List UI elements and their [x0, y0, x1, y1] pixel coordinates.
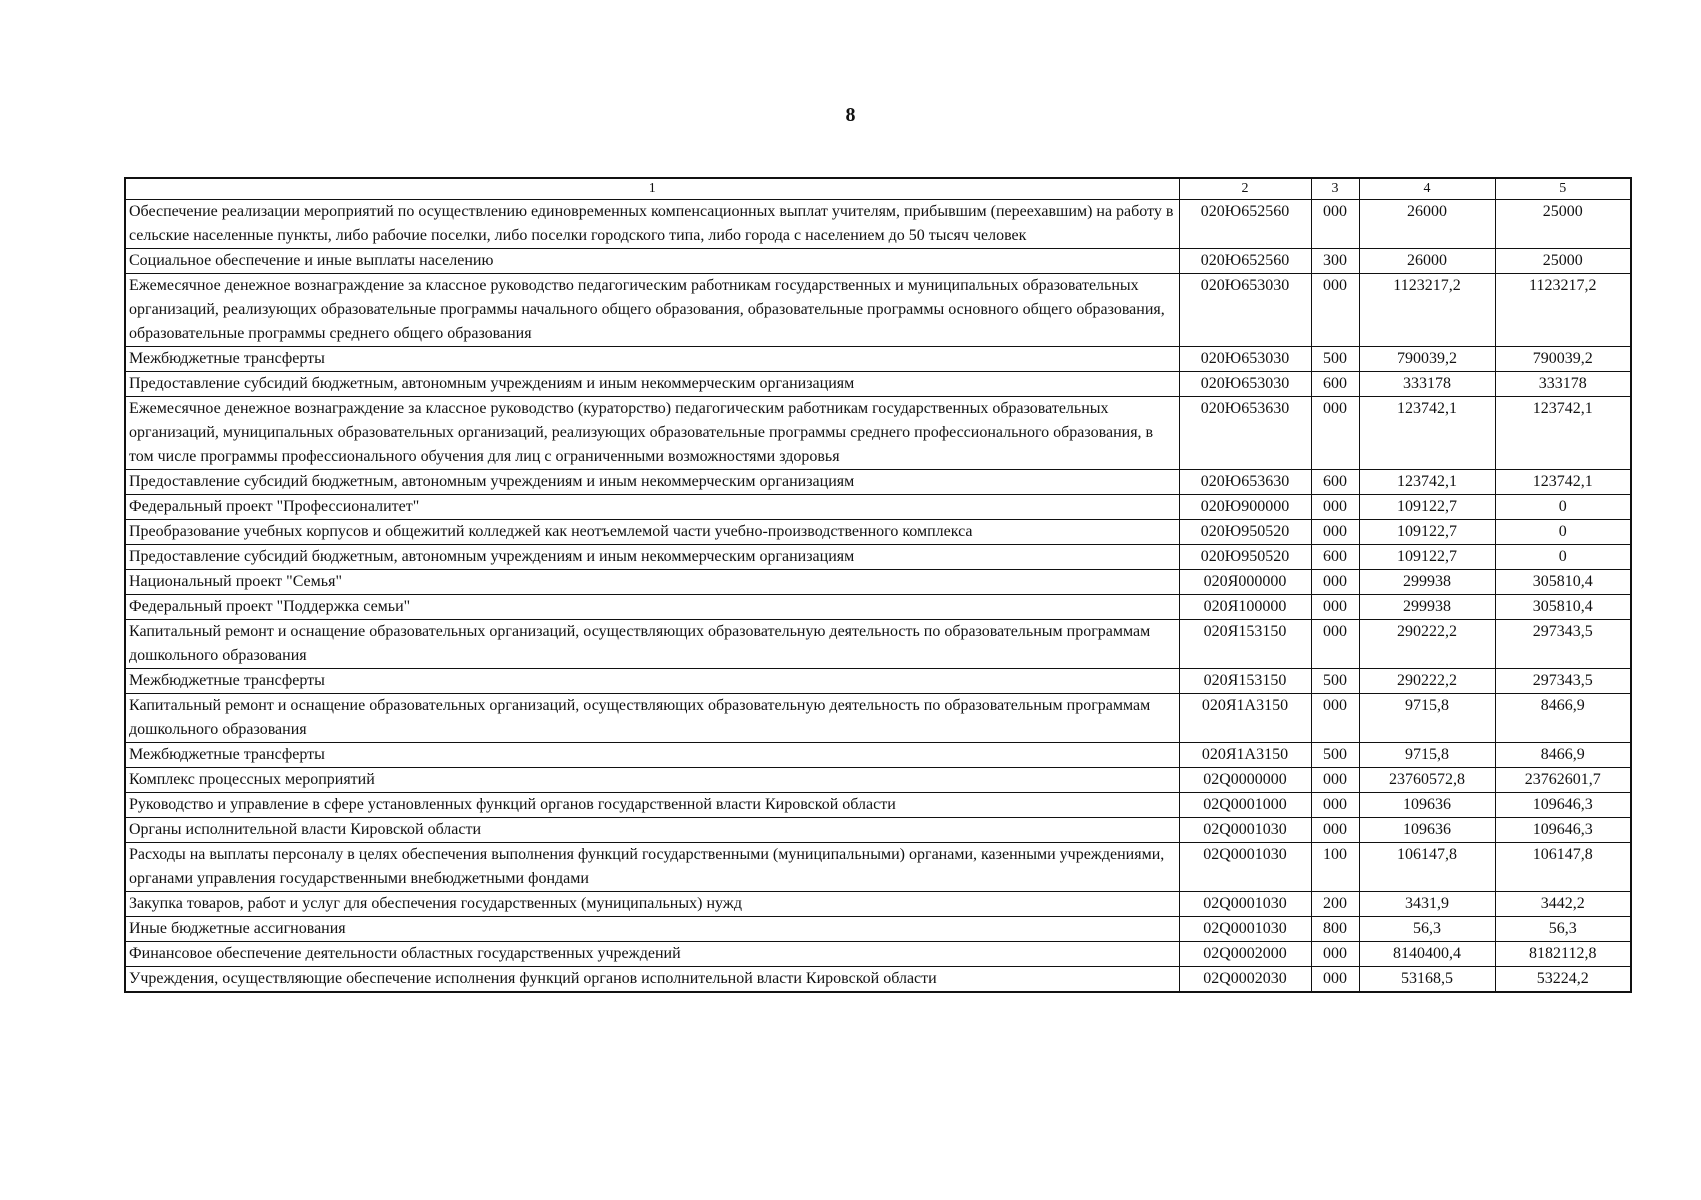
row-type-cell: 000 [1311, 818, 1359, 843]
row-code-cell: 02Q0000000 [1179, 768, 1311, 793]
row-code-cell: 020Ю652560 [1179, 200, 1311, 249]
row-value-col5: 123742,1 [1495, 470, 1631, 495]
table-row [125, 520, 1631, 545]
table-row [125, 495, 1631, 520]
row-type-cell: 500 [1311, 669, 1359, 694]
row-value-col5: 3442,2 [1495, 892, 1631, 917]
row-type-cell: 600 [1311, 470, 1359, 495]
row-name-cell: Предоставление субсидий бюджетным, автономным учреждениям и иным некоммерческим организациям [125, 372, 1179, 397]
row-value-col5: 8182112,8 [1495, 942, 1631, 967]
row-value-col4: 53168,5 [1359, 967, 1495, 993]
row-value-col4: 1123217,2 [1359, 274, 1495, 347]
row-value-col4: 299938 [1359, 570, 1495, 595]
row-value-col5: 305810,4 [1495, 595, 1631, 620]
table-row [125, 545, 1631, 570]
row-code-cell: 020Ю653030 [1179, 372, 1311, 397]
row-value-col4: 333178 [1359, 372, 1495, 397]
row-value-col4: 109122,7 [1359, 545, 1495, 570]
table-row [125, 595, 1631, 620]
table-row [125, 818, 1631, 843]
row-value-col5: 8466,9 [1495, 743, 1631, 768]
row-value-col5: 53224,2 [1495, 967, 1631, 993]
row-type-cell: 600 [1311, 372, 1359, 397]
row-value-col4: 23760572,8 [1359, 768, 1495, 793]
table-row [125, 669, 1631, 694]
table-row [125, 967, 1631, 993]
row-value-col4: 9715,8 [1359, 694, 1495, 743]
table-body [125, 200, 1631, 993]
row-value-col5: 25000 [1495, 249, 1631, 274]
row-name-cell: Предоставление субсидий бюджетным, автономным учреждениям и иным некоммерческим организациям [125, 545, 1179, 570]
row-code-cell: 020Я1А3150 [1179, 743, 1311, 768]
row-name-cell: Межбюджетные трансферты [125, 669, 1179, 694]
table-row [125, 200, 1631, 249]
row-code-cell: 020Ю950520 [1179, 545, 1311, 570]
table-row [125, 694, 1631, 743]
row-type-cell: 000 [1311, 620, 1359, 669]
header-col-3: 3 [1311, 178, 1359, 200]
row-code-cell: 020Я153150 [1179, 620, 1311, 669]
row-type-cell: 000 [1311, 274, 1359, 347]
row-value-col5: 0 [1495, 520, 1631, 545]
row-value-col5: 0 [1495, 545, 1631, 570]
row-code-cell: 020Ю653030 [1179, 274, 1311, 347]
row-value-col4: 26000 [1359, 200, 1495, 249]
row-type-cell: 100 [1311, 843, 1359, 892]
row-type-cell: 800 [1311, 917, 1359, 942]
row-value-col4: 299938 [1359, 595, 1495, 620]
row-code-cell: 020Я100000 [1179, 595, 1311, 620]
row-name-cell: Ежемесячное денежное вознаграждение за классное руководство (кураторство) педагогическим работникам государственных образовательных организаций, муниципальных образовательных организаций, реализующих образовательные программы среднего профессионального образования, в том числе программы профессионального обучения для лиц с ограниченными возможностями здоровья [125, 397, 1179, 470]
table-row [125, 917, 1631, 942]
row-value-col4: 123742,1 [1359, 397, 1495, 470]
table-row [125, 843, 1631, 892]
row-value-col4: 109122,7 [1359, 495, 1495, 520]
row-value-col4: 123742,1 [1359, 470, 1495, 495]
row-code-cell: 020Я153150 [1179, 669, 1311, 694]
budget-table [124, 177, 1632, 993]
row-value-col4: 290222,2 [1359, 669, 1495, 694]
row-value-col5: 123742,1 [1495, 397, 1631, 470]
row-name-cell: Иные бюджетные ассигнования [125, 917, 1179, 942]
row-name-cell: Федеральный проект "Поддержка семьи" [125, 595, 1179, 620]
row-name-cell: Финансовое обеспечение деятельности областных государственных учреждений [125, 942, 1179, 967]
row-value-col4: 8140400,4 [1359, 942, 1495, 967]
row-code-cell: 02Q0002000 [1179, 942, 1311, 967]
row-value-col5: 305810,4 [1495, 570, 1631, 595]
row-type-cell: 600 [1311, 545, 1359, 570]
row-code-cell: 02Q0001030 [1179, 843, 1311, 892]
row-value-col5: 297343,5 [1495, 620, 1631, 669]
row-name-cell: Межбюджетные трансферты [125, 347, 1179, 372]
row-name-cell: Преобразование учебных корпусов и общежитий колледжей как неотъемлемой части учебно-производственного комплекса [125, 520, 1179, 545]
row-value-col5: 8466,9 [1495, 694, 1631, 743]
row-name-cell: Капитальный ремонт и оснащение образовательных организаций, осуществляющих образовательную деятельность по образовательным программам дошкольного образования [125, 620, 1179, 669]
table-row [125, 793, 1631, 818]
row-value-col4: 56,3 [1359, 917, 1495, 942]
row-value-col4: 109636 [1359, 793, 1495, 818]
row-value-col4: 3431,9 [1359, 892, 1495, 917]
table-row [125, 768, 1631, 793]
row-value-col5: 790039,2 [1495, 347, 1631, 372]
row-value-col5: 109646,3 [1495, 793, 1631, 818]
row-value-col4: 109122,7 [1359, 520, 1495, 545]
row-code-cell: 020Ю653030 [1179, 347, 1311, 372]
row-name-cell: Учреждения, осуществляющие обеспечение исполнения функций органов исполнительной власти Кировской области [125, 967, 1179, 993]
table-row [125, 347, 1631, 372]
row-name-cell: Обеспечение реализации мероприятий по осуществлению единовременных компенсационных выплат учителям, прибывшим (переехавшим) на работу в сельские населенные пункты, либо рабочие поселки, либо поселки городского типа, либо города с населением до 50 тысяч человек [125, 200, 1179, 249]
row-value-col5: 56,3 [1495, 917, 1631, 942]
row-type-cell: 000 [1311, 942, 1359, 967]
row-type-cell: 000 [1311, 595, 1359, 620]
row-value-col4: 790039,2 [1359, 347, 1495, 372]
table-row [125, 570, 1631, 595]
row-type-cell: 000 [1311, 570, 1359, 595]
row-name-cell: Национальный проект "Семья" [125, 570, 1179, 595]
row-code-cell: 020Ю900000 [1179, 495, 1311, 520]
row-code-cell: 020Ю950520 [1179, 520, 1311, 545]
row-name-cell: Межбюджетные трансферты [125, 743, 1179, 768]
row-type-cell: 000 [1311, 495, 1359, 520]
row-type-cell: 500 [1311, 347, 1359, 372]
header-col-4: 4 [1359, 178, 1495, 200]
row-value-col5: 0 [1495, 495, 1631, 520]
row-value-col5: 109646,3 [1495, 818, 1631, 843]
row-type-cell: 000 [1311, 967, 1359, 993]
table-row [125, 397, 1631, 470]
row-code-cell: 02Q0001000 [1179, 793, 1311, 818]
table-header [125, 178, 1631, 200]
row-type-cell: 300 [1311, 249, 1359, 274]
header-col-1: 1 [125, 178, 1179, 200]
row-value-col5: 1123217,2 [1495, 274, 1631, 347]
row-name-cell: Комплекс процессных мероприятий [125, 768, 1179, 793]
row-name-cell: Расходы на выплаты персоналу в целях обеспечения выполнения функций государственными (муниципальными) органами, казенными учреждениями, органами управления государственными внебюджетными фондами [125, 843, 1179, 892]
row-type-cell: 000 [1311, 200, 1359, 249]
table-row [125, 470, 1631, 495]
page-number: 8 [845, 104, 856, 126]
row-name-cell: Социальное обеспечение и иные выплаты населению [125, 249, 1179, 274]
row-value-col5: 23762601,7 [1495, 768, 1631, 793]
table-row [125, 892, 1631, 917]
table-row [125, 372, 1631, 397]
row-value-col4: 106147,8 [1359, 843, 1495, 892]
row-code-cell: 020Ю652560 [1179, 249, 1311, 274]
header-col-5: 5 [1495, 178, 1631, 200]
row-value-col5: 25000 [1495, 200, 1631, 249]
row-code-cell: 02Q0001030 [1179, 892, 1311, 917]
row-type-cell: 000 [1311, 520, 1359, 545]
table-row [125, 743, 1631, 768]
row-code-cell: 02Q0002030 [1179, 967, 1311, 993]
row-value-col5: 333178 [1495, 372, 1631, 397]
row-type-cell: 200 [1311, 892, 1359, 917]
header-col-2: 2 [1179, 178, 1311, 200]
row-code-cell: 02Q0001030 [1179, 818, 1311, 843]
row-name-cell: Ежемесячное денежное вознаграждение за классное руководство педагогическим работникам государственных и муниципальных образовательных организаций, реализующих образовательные программы начального общего образования, образовательные программы основного общего образования, образовательные программы среднего общего образования [125, 274, 1179, 347]
row-type-cell: 000 [1311, 694, 1359, 743]
row-value-col4: 9715,8 [1359, 743, 1495, 768]
row-name-cell: Руководство и управление в сфере установленных функций органов государственной власти Кировской области [125, 793, 1179, 818]
row-value-col4: 26000 [1359, 249, 1495, 274]
row-type-cell: 500 [1311, 743, 1359, 768]
row-name-cell: Предоставление субсидий бюджетным, автономным учреждениям и иным некоммерческим организациям [125, 470, 1179, 495]
row-code-cell: 020Ю653630 [1179, 397, 1311, 470]
row-type-cell: 000 [1311, 397, 1359, 470]
row-name-cell: Закупка товаров, работ и услуг для обеспечения государственных (муниципальных) нужд [125, 892, 1179, 917]
row-value-col4: 290222,2 [1359, 620, 1495, 669]
table-row [125, 942, 1631, 967]
table-row [125, 249, 1631, 274]
row-code-cell: 020Я1А3150 [1179, 694, 1311, 743]
row-code-cell: 020Я000000 [1179, 570, 1311, 595]
row-code-cell: 020Ю653630 [1179, 470, 1311, 495]
row-code-cell: 02Q0001030 [1179, 917, 1311, 942]
row-value-col4: 109636 [1359, 818, 1495, 843]
row-value-col5: 106147,8 [1495, 843, 1631, 892]
row-value-col5: 297343,5 [1495, 669, 1631, 694]
row-name-cell: Федеральный проект "Профессионалитет" [125, 495, 1179, 520]
row-name-cell: Капитальный ремонт и оснащение образовательных организаций, осуществляющих образовательную деятельность по образовательным программам дошкольного образования [125, 694, 1179, 743]
row-type-cell: 000 [1311, 793, 1359, 818]
row-name-cell: Органы исполнительной власти Кировской области [125, 818, 1179, 843]
row-type-cell: 000 [1311, 768, 1359, 793]
table-row [125, 620, 1631, 669]
table-row [125, 274, 1631, 347]
